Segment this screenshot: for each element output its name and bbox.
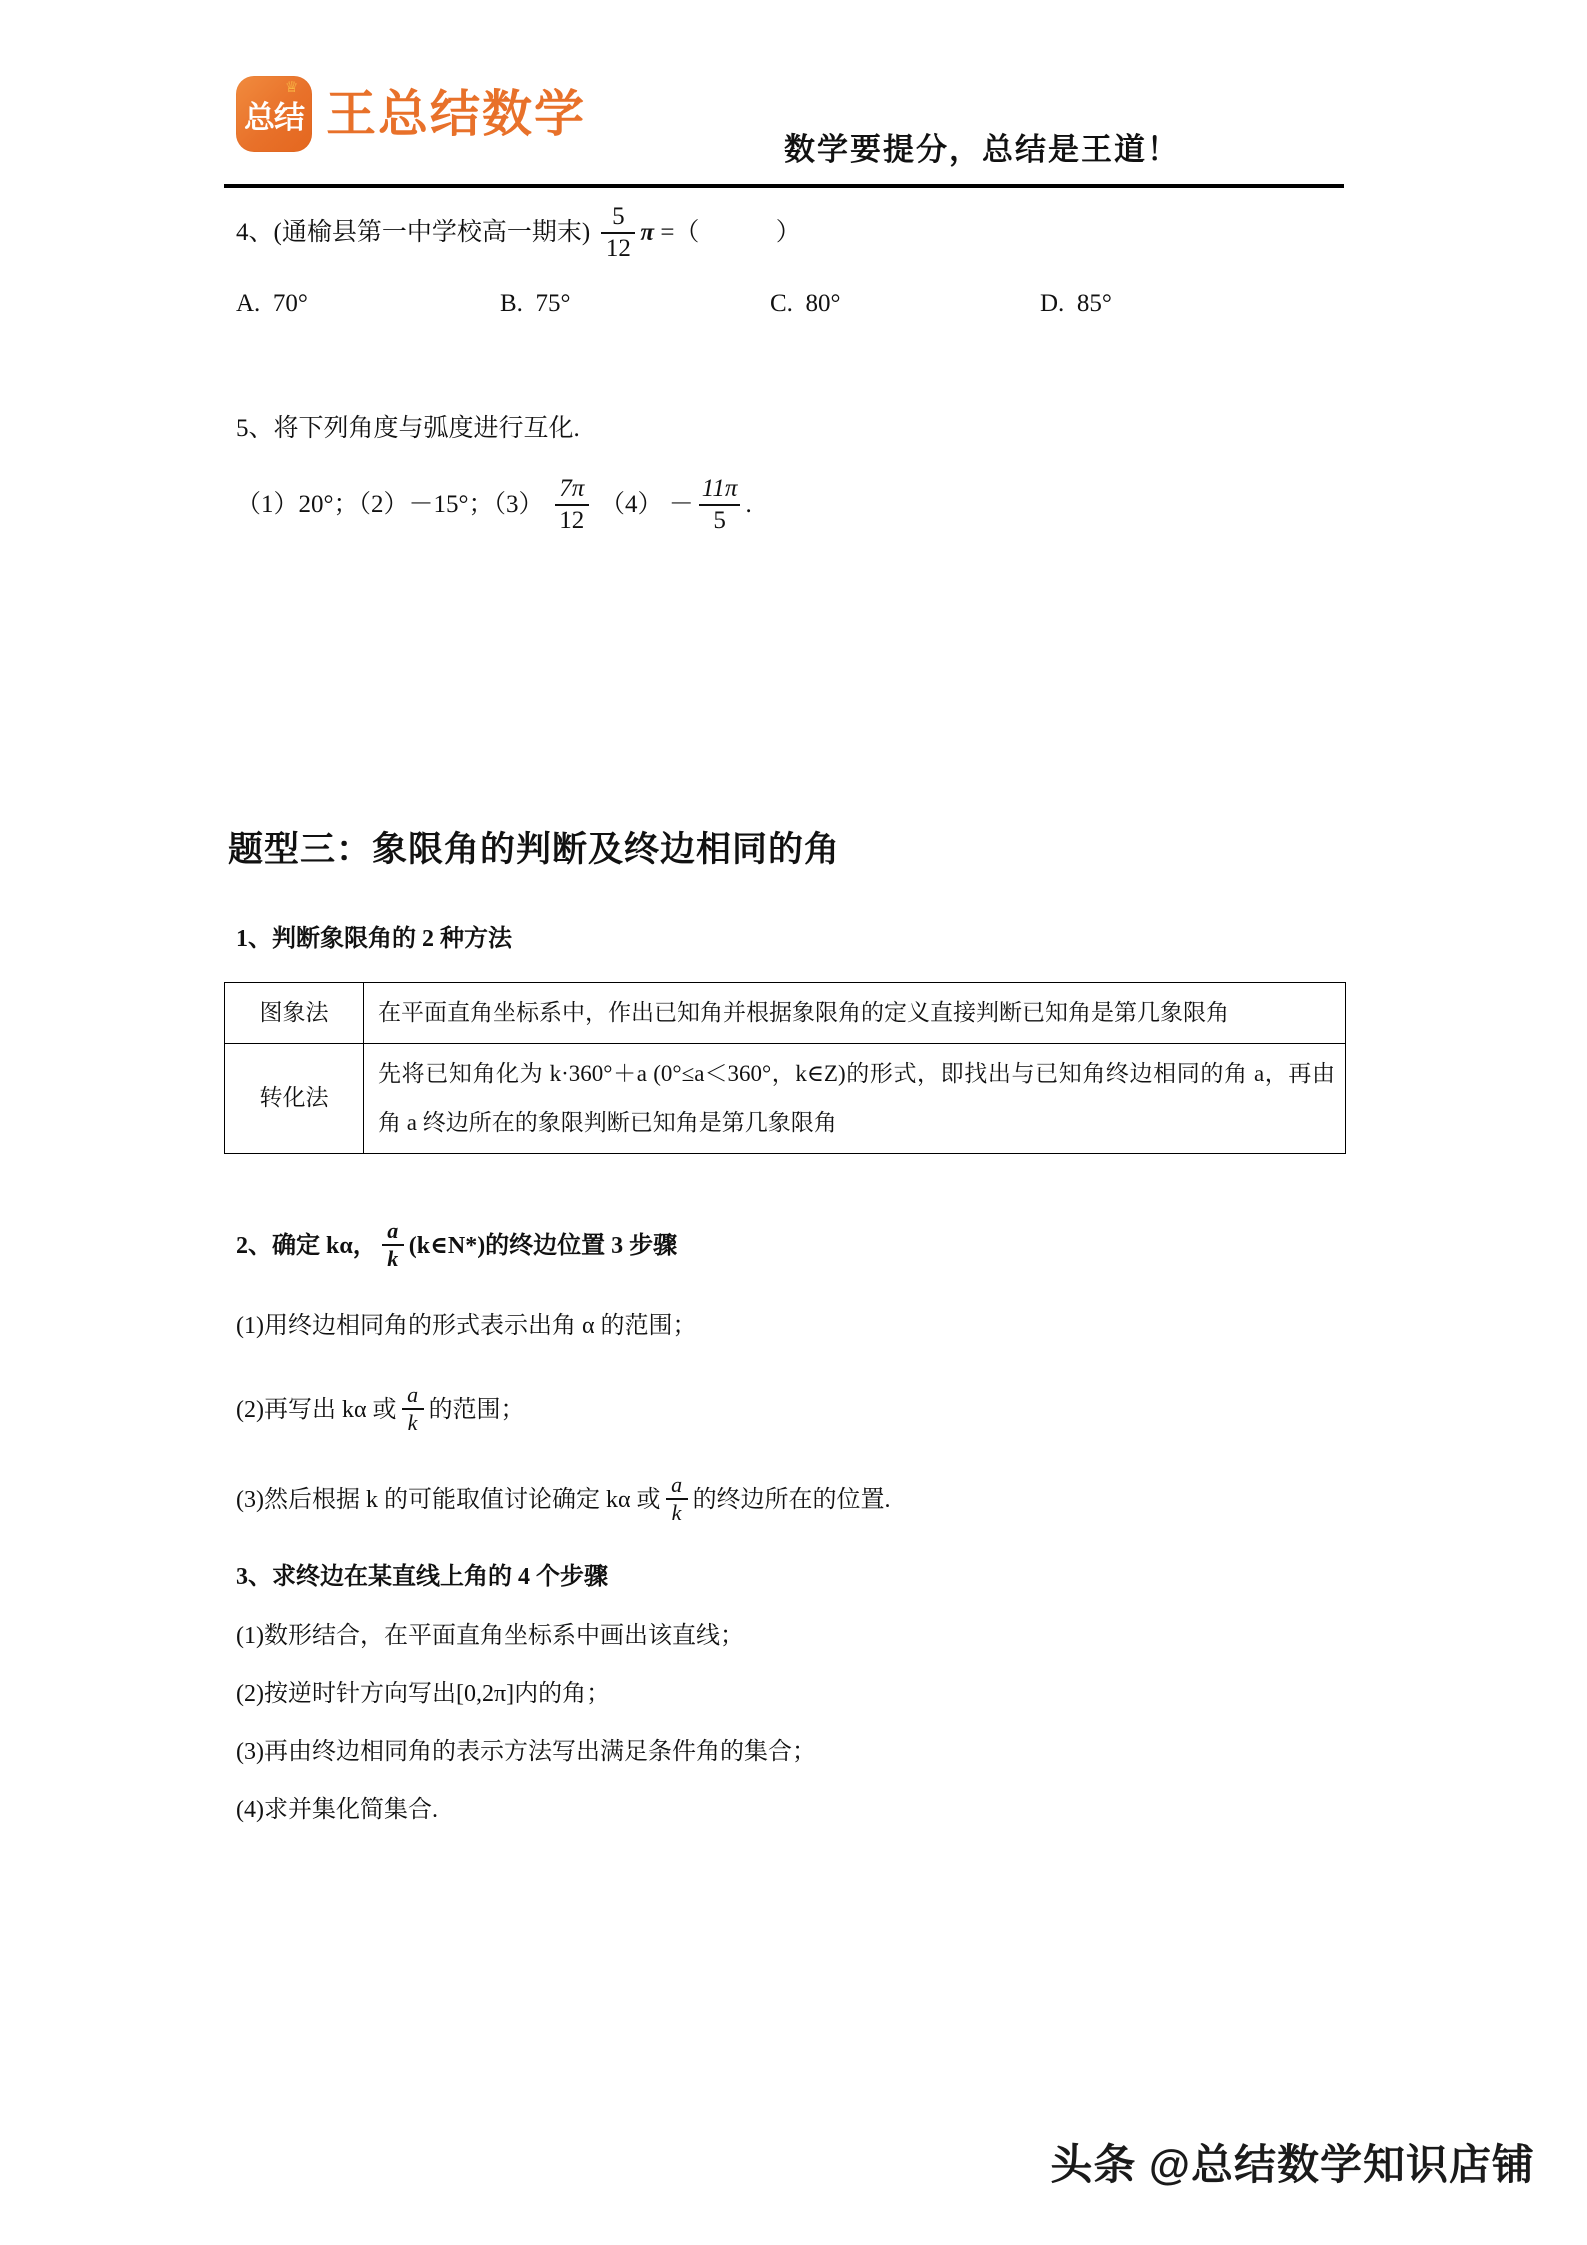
section-heading: 题型三：象限角的判断及终边相同的角 — [228, 830, 841, 869]
step-3-fraction — [666, 1474, 688, 1525]
methods-table — [224, 982, 1346, 1154]
question-4-fraction — [601, 204, 635, 261]
logo-badge-text: 总结 — [244, 99, 304, 135]
brand-lockup — [236, 76, 586, 152]
item4-numerator: 11π — [701, 475, 738, 502]
question-4-number: 4、 — [236, 219, 274, 247]
question-5-items-prefix: （1）20°；（2）－15°；（3） — [236, 491, 544, 519]
question-4-close-paren: ） — [775, 219, 801, 247]
option-d-value: 85° — [1076, 290, 1112, 317]
pi-symbol: π — [640, 219, 655, 247]
step-3-fraction-numerator: a — [671, 1472, 683, 1497]
option-c[interactable] — [770, 290, 1040, 318]
subsection-2-step-2 — [236, 1382, 525, 1437]
step-2-fraction-numerator: a — [407, 1382, 419, 1407]
option-d-label: D. — [1040, 290, 1065, 317]
question-5-item4-sign: － — [668, 491, 694, 519]
question-4-line — [236, 203, 801, 263]
option-a[interactable] — [236, 290, 500, 318]
method-label-conversion: 转化法 — [225, 1044, 364, 1154]
fraction-bar — [601, 232, 635, 234]
question-4-equals: =（ — [660, 219, 700, 247]
option-b-label: B. — [500, 290, 523, 317]
subsection-3-step-1: (1)数形结合，在平面直角坐标系中画出该直线； — [236, 1623, 744, 1649]
subsection-3-step-3: (3)再由终边相同角的表示方法写出满足条件角的集合； — [236, 1739, 816, 1765]
step-2-fraction — [402, 1384, 424, 1435]
option-b[interactable] — [500, 290, 770, 318]
question-5-item4-fraction — [699, 476, 741, 533]
option-b-value: 75° — [535, 290, 571, 317]
item3-denominator: 12 — [559, 506, 585, 534]
brand-name: 王总结数学 — [326, 86, 586, 142]
subsection-2-heading-pre: 2、确定 kα， — [236, 1232, 377, 1259]
option-c-label: C. — [770, 290, 793, 317]
footer-watermark: 头条 @总结数学知识店铺 — [1050, 2141, 1535, 2188]
method-body-graphical: 在平面直角坐标系中，作出已知角并根据象限角的定义直接判断已知角是第几象限角 — [364, 983, 1346, 1044]
item3-numerator: 7π — [559, 475, 585, 502]
subsection-1-heading: 1、判断象限角的 2 种方法 — [236, 926, 512, 952]
option-a-label: A. — [236, 290, 261, 317]
table-row — [225, 1044, 1346, 1154]
crown-icon: ♕ — [285, 80, 299, 96]
item4-denominator: 5 — [713, 506, 726, 534]
brand-logo-icon — [236, 76, 312, 152]
question-5-items — [236, 475, 752, 535]
fraction-numerator: 5 — [612, 203, 625, 230]
subsection-3-step-4: (4)求并集化简集合. — [236, 1797, 438, 1823]
page-header — [224, 62, 1344, 182]
step-2-post: 的范围； — [428, 1396, 525, 1423]
fraction-denominator: 12 — [605, 234, 631, 262]
question-5-number: 5、 — [236, 415, 274, 442]
question-5-line — [236, 410, 580, 448]
step-2-fraction-denominator: k — [407, 1410, 418, 1436]
sub2-fraction-numerator: a — [387, 1218, 399, 1243]
step-2-pre: (2)再写出 kα 或 — [236, 1396, 397, 1423]
step-3-post: 的终边所在的位置. — [692, 1486, 891, 1513]
table-row — [225, 983, 1346, 1044]
option-d[interactable] — [1040, 290, 1112, 318]
subsection-2-fraction — [382, 1220, 404, 1271]
item3-fraction-bar — [555, 504, 589, 506]
subsection-3-step-2: (2)按逆时针方向写出[0,2π]内的角； — [236, 1681, 611, 1707]
method-body-conversion: 先将已知角化为 k·360°＋a (0°≤a＜360°，k∈Z)的形式，即找出与已知角终边相同的角 a，再由角 a 终边所在的象限判断已知角是第几象限角 — [364, 1044, 1346, 1154]
subsection-2-heading-post: (k∈N*)的终边位置 3 步骤 — [408, 1232, 678, 1259]
sub2-fraction-denominator: k — [387, 1246, 399, 1272]
subsection-2-step-3 — [236, 1472, 891, 1527]
item4-fraction-bar — [699, 504, 741, 506]
question-5-text: 将下列角度与弧度进行互化. — [273, 415, 580, 442]
question-5-item4-label: （4） — [600, 491, 663, 519]
question-4-source: (通榆县第一中学校高一期末) — [273, 219, 591, 247]
question-5-item3-fraction — [555, 476, 589, 533]
question-4-options — [236, 290, 1236, 318]
subsection-2-step-1: (1)用终边相同角的形式表示出角 α 的范围； — [236, 1313, 697, 1339]
method-label-graphical: 图象法 — [225, 983, 364, 1044]
header-divider — [224, 184, 1344, 188]
question-5-period: . — [745, 491, 752, 519]
subsection-3-heading: 3、求终边在某直线上角的 4 个步骤 — [236, 1564, 608, 1590]
step-3-fraction-denominator: k — [671, 1500, 682, 1526]
brand-tagline: 数学要提分，总结是王道！ — [784, 132, 1180, 167]
option-a-value: 70° — [272, 290, 308, 317]
step-3-pre: (3)然后根据 k 的可能取值讨论确定 kα 或 — [236, 1486, 661, 1513]
subsection-2-heading — [236, 1218, 678, 1273]
option-c-value: 80° — [805, 290, 841, 317]
